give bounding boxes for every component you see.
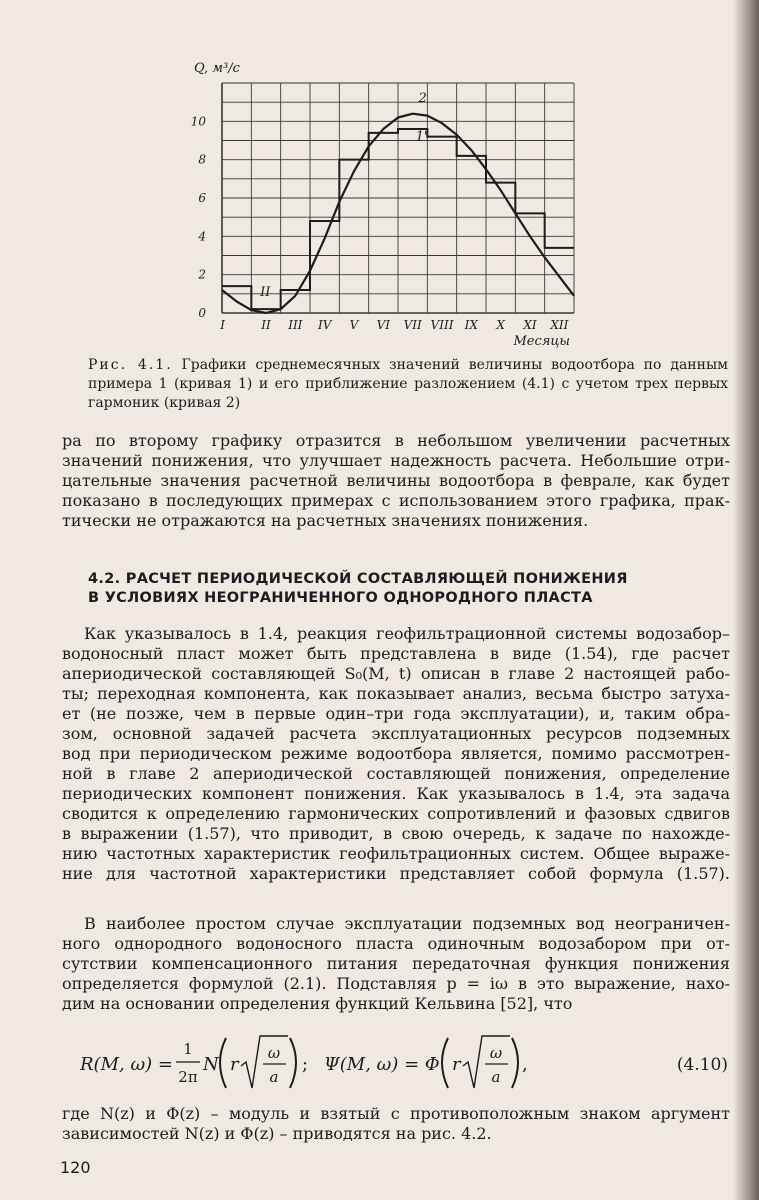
formula-4-10 (80, 1028, 730, 1098)
formula-paren-open (220, 1038, 226, 1088)
text-line: ты; переходная компонента, как показывает анализ, весьма быстро затуха- (62, 684, 730, 703)
section-number: 4.2. (88, 571, 121, 587)
text-line: периодических компонент понижения. Как указывалось в 1.4, эта задача (62, 784, 730, 803)
formula-omega-1: ω (267, 1044, 281, 1062)
text-line: ра по второму графику отразится в небольшом увеличении расчетных (62, 431, 730, 450)
formula-number: (4.10) (676, 1055, 728, 1075)
text-line: ет (не позже, чем в первые один–три года эксплуатации), и, таким обра- (62, 704, 730, 723)
text-line: тически не отражаются на расчетных значениях понижения. (62, 511, 589, 530)
figure-4-1-chart (190, 48, 590, 358)
text-line: значений понижения, что улучшает надежность расчета. Небольшие отри- (62, 451, 730, 470)
text-line: в выражении (1.57), что приводит, в свою очередь, к задаче по нахожде- (62, 824, 730, 843)
y-axis-label: Q, м³/с (194, 61, 240, 76)
formula-lhs-r: R(M, ω) = (80, 1054, 173, 1075)
y-tick-label: 4 (198, 229, 206, 244)
x-tick-label: VI (376, 318, 391, 332)
x-tick-label: X (496, 318, 505, 332)
text-line: апериодической составляющей S₀(M, t) описан в главе 2 настоящей рабо- (62, 664, 730, 683)
formula-frac-denominator: 2π (178, 1068, 198, 1086)
chart-axes (191, 61, 570, 349)
formula-r-1: r (230, 1054, 239, 1075)
formula-a-1: a (269, 1068, 279, 1086)
x-tick-label: IV (317, 318, 332, 332)
formula-lhs-psi: Ψ(M, ω) = Φ (324, 1054, 440, 1075)
month-label-ii: II (260, 284, 271, 300)
x-tick-label: III (288, 318, 303, 332)
text-line: сутствии компенсационного питания передаточная функция понижения (62, 954, 730, 973)
text-line: водоносный пласт может быть представлена в виде (1.54), где расчет (62, 644, 730, 663)
formula-r-2: r (452, 1054, 461, 1075)
paragraph-second (62, 914, 730, 1014)
figure-caption (88, 356, 728, 413)
x-tick-label: XII (550, 318, 569, 332)
text-line: ной в главе 2 апериодической составляющей понижения, определение (62, 764, 730, 783)
x-tick-label: XI (523, 318, 537, 332)
x-tick-label: IX (464, 318, 478, 332)
y-tick-label: 0 (198, 306, 206, 320)
formula-paren-open-2 (442, 1038, 448, 1088)
text-line: зом, основной задачей расчета эксплуатационных ресурсов подземных (62, 724, 730, 743)
y-tick-label: 10 (190, 114, 206, 129)
x-tick-label: VIII (430, 318, 454, 332)
curve-label-1prime: 1' (415, 129, 428, 145)
y-tick-label: 8 (198, 152, 206, 167)
text-line: дим на основании определения функций Кельвина [52], что (62, 994, 573, 1013)
x-tick-label: V (349, 318, 359, 332)
caption-label: Рис. 4.1. (88, 357, 173, 373)
text-line: ние для частотной характеристики представляет собой формула (1.57). (62, 864, 730, 883)
formula-a-2: a (491, 1068, 501, 1086)
x-tick-label: II (261, 318, 271, 332)
text-line: определяется формулой (2.1). Подставляя p = iω в это выражение, нахо- (62, 974, 730, 993)
paragraph-after (62, 1104, 730, 1144)
text-line: вод при периодическом режиме водоотбора является, помимо рассмотрен- (62, 744, 730, 763)
x-tick-label: VII (403, 318, 422, 332)
paragraph-main (62, 624, 730, 884)
formula-omega-2: ω (489, 1044, 503, 1062)
formula-end-comma: , (522, 1054, 528, 1075)
section-title-line-1: РАСЧЕТ ПЕРИОДИЧЕСКОЙ СОСТАВЛЯЮЩЕЙ ПОНИЖЕНИЯ (125, 571, 628, 587)
formula-paren-close-2 (512, 1038, 518, 1088)
caption-text: Графики среднемесячных значений величины водоотбора по данным примера 1 (кривая 1) и его приближение разложением (4.1) с учетом трех первых гармоник (кривая 2) (88, 357, 728, 411)
page-number: 120 (60, 1158, 91, 1177)
text-line: зависимостей N(z) и Φ(z) – приводятся на рис. 4.2. (62, 1124, 492, 1143)
curve-label-2: 2 (418, 91, 427, 107)
text-line: Как указывалось в 1.4, реакция геофильтрационной системы водозабор– (84, 624, 730, 643)
y-tick-label: 6 (198, 191, 206, 205)
section-heading (88, 570, 708, 608)
formula-func-n: N (203, 1054, 219, 1075)
text-line: нию частотных характеристик геофильтрационных систем. Общее выраже- (62, 844, 730, 863)
page-edge-shadow (733, 0, 759, 1200)
formula-paren-close (290, 1038, 296, 1088)
text-line: показано в последующих примерах с использованием этого графика, прак- (62, 491, 730, 510)
section-title-line-2: В УСЛОВИЯХ НЕОГРАНИЧЕННОГО ОДНОРОДНОГО ПЛАСТА (88, 590, 593, 606)
text-line: ного однородного водоносного пласта одиночным водозабором при от- (62, 934, 730, 953)
formula-sqrt-2 (463, 1036, 510, 1088)
x-axis-label: Месяцы (513, 334, 570, 349)
formula-frac-numerator: 1 (183, 1040, 193, 1058)
y-tick-label: 2 (198, 267, 206, 282)
text-line: цательные значения расчетной величины водоотбора в феврале, как будет (62, 471, 730, 490)
x-tick-label: I (220, 318, 226, 332)
text-line: В наиболее простом случае эксплуатации подземных вод неограничен- (84, 914, 730, 933)
text-line: сводится к определению гармонических сопротивлений и фазовых сдвигов (62, 804, 730, 823)
formula-sqrt-1 (241, 1036, 288, 1088)
text-line: где N(z) и Φ(z) – модуль и взятый с противоположным знаком аргумент (62, 1104, 730, 1123)
formula-separator: ; (302, 1054, 309, 1075)
paragraph-intro (62, 431, 730, 531)
